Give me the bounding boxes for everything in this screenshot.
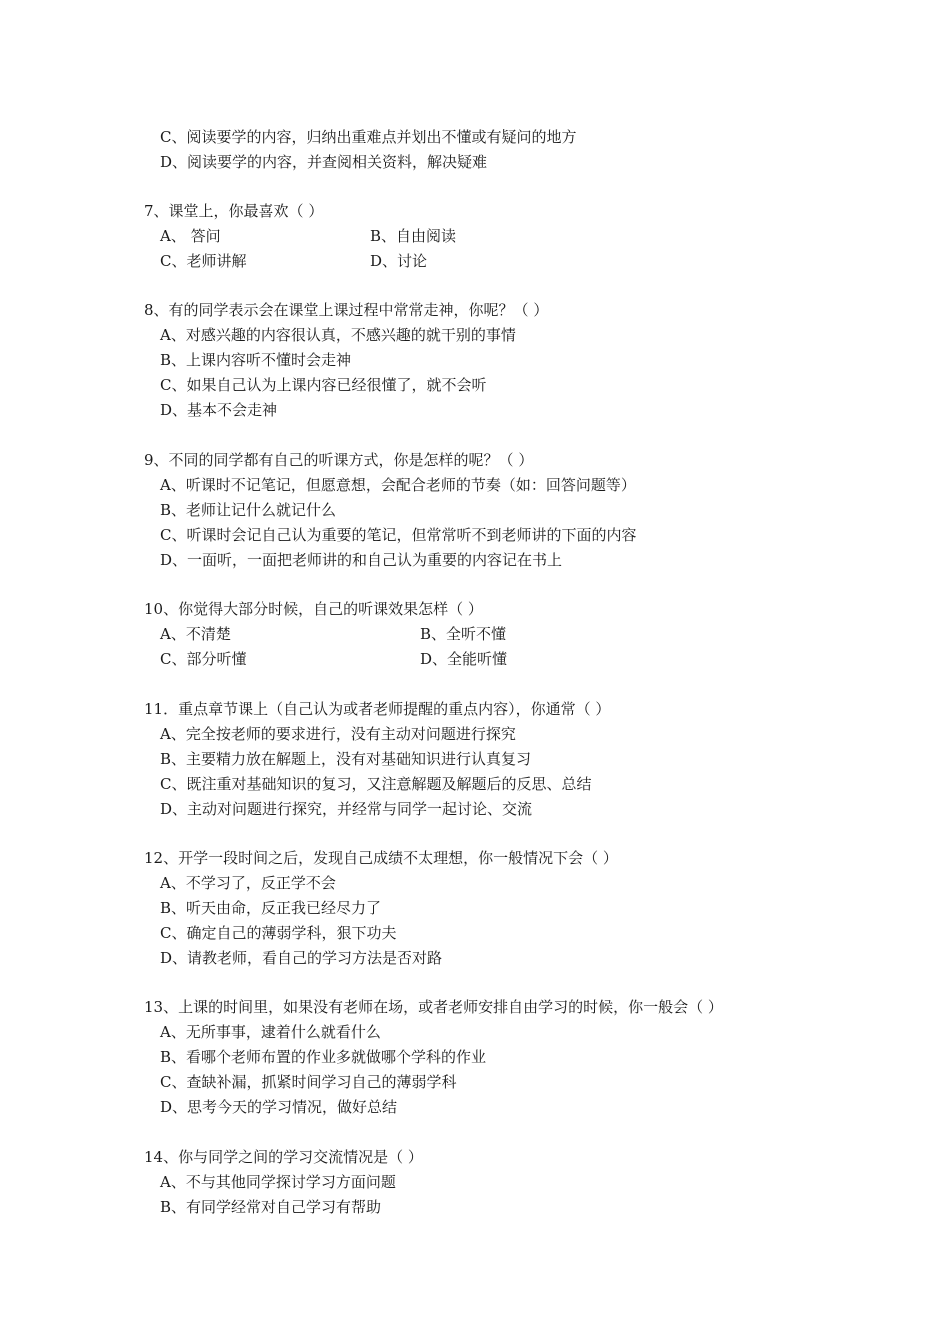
- option-text: A、听课时不记笔记，但愿意想，会配合老师的节奏（如：回答问题等）: [160, 476, 636, 494]
- option-text: C、部分听懂: [160, 650, 247, 668]
- option-text: D、阅读要学的内容，并查阅相关资料，解决疑难: [160, 153, 488, 171]
- question-text: 12、开学一段时间之后，发现自己成绩不太理想，你一般情况下会（ ）: [144, 849, 618, 867]
- option-text: B、听天由命，反正我已经尽力了: [160, 899, 382, 917]
- option-text: C、阅读要学的内容，归纳出重难点并划出不懂或有疑问的地方: [160, 128, 577, 146]
- option-text: B、老师让记什么就记什么: [160, 501, 337, 519]
- option-text: A、不与其他同学探讨学习方面问题: [160, 1173, 396, 1191]
- option-text: C、查缺补漏，抓紧时间学习自己的薄弱学科: [160, 1073, 457, 1091]
- question-text: 7、课堂上，你最喜欢（ ）: [144, 202, 324, 220]
- option-text: C、老师讲解: [160, 252, 247, 270]
- option-text: A、不学习了，反正学不会: [160, 874, 336, 892]
- option-text: D、思考今天的学习情况，做好总结: [160, 1098, 398, 1116]
- option-text: B、看哪个老师布置的作业多就做哪个学科的作业: [160, 1048, 487, 1066]
- option-text: D、基本不会走神: [160, 401, 278, 419]
- question-text: 9、不同的同学都有自己的听课方式，你是怎样的呢？（ ）: [144, 451, 534, 469]
- option-text: A、 答问: [160, 227, 221, 245]
- option-text: C、如果自己认为上课内容已经很懂了，就不会听: [160, 376, 487, 394]
- option-text: B、自由阅读: [370, 227, 457, 245]
- question-text: 8、有的同学表示会在课堂上课过程中常常走神，你呢？（ ）: [144, 301, 549, 319]
- option-text: B、有同学经常对自己学习有帮助: [160, 1198, 382, 1216]
- option-text: B、上课内容听不懂时会走神: [160, 351, 352, 369]
- option-text: C、既注重对基础知识的复习，又注意解题及解题后的反思、总结: [160, 775, 592, 793]
- question-text: 14、你与同学之间的学习交流情况是（ ）: [144, 1148, 423, 1166]
- option-text: D、讨论: [370, 252, 428, 270]
- option-text: B、全听不懂: [420, 625, 507, 643]
- option-text: D、全能听懂: [420, 650, 508, 668]
- option-text: B、主要精力放在解题上，没有对基础知识进行认真复习: [160, 750, 532, 768]
- option-text: A、对感兴趣的内容很认真，不感兴趣的就干别的事情: [160, 326, 516, 344]
- option-text: C、听课时会记自己认为重要的笔记，但常常听不到老师讲的下面的内容: [160, 526, 637, 544]
- option-text: C、确定自己的薄弱学科，狠下功夫: [160, 924, 397, 942]
- question-text: 13、上课的时间里，如果没有老师在场，或者老师安排自由学习的时候，你一般会（ ）: [144, 998, 723, 1016]
- option-text: D、主动对问题进行探究，并经常与同学一起讨论、交流: [160, 800, 533, 818]
- option-text: A、完全按老师的要求进行，没有主动对问题进行探究: [160, 725, 516, 743]
- option-text: A、不清楚: [160, 625, 231, 643]
- option-text: A、无所事事，逮着什么就看什么: [160, 1023, 381, 1041]
- option-text: D、一面听，一面把老师讲的和自己认为重要的内容记在书上: [160, 551, 563, 569]
- option-text: D、请教老师，看自己的学习方法是否对路: [160, 949, 443, 967]
- question-text: 10、你觉得大部分时候，自己的听课效果怎样（ ）: [144, 600, 483, 618]
- question-text: 11．重点章节课上（自己认为或者老师提醒的重点内容），你通常（ ）: [144, 700, 611, 718]
